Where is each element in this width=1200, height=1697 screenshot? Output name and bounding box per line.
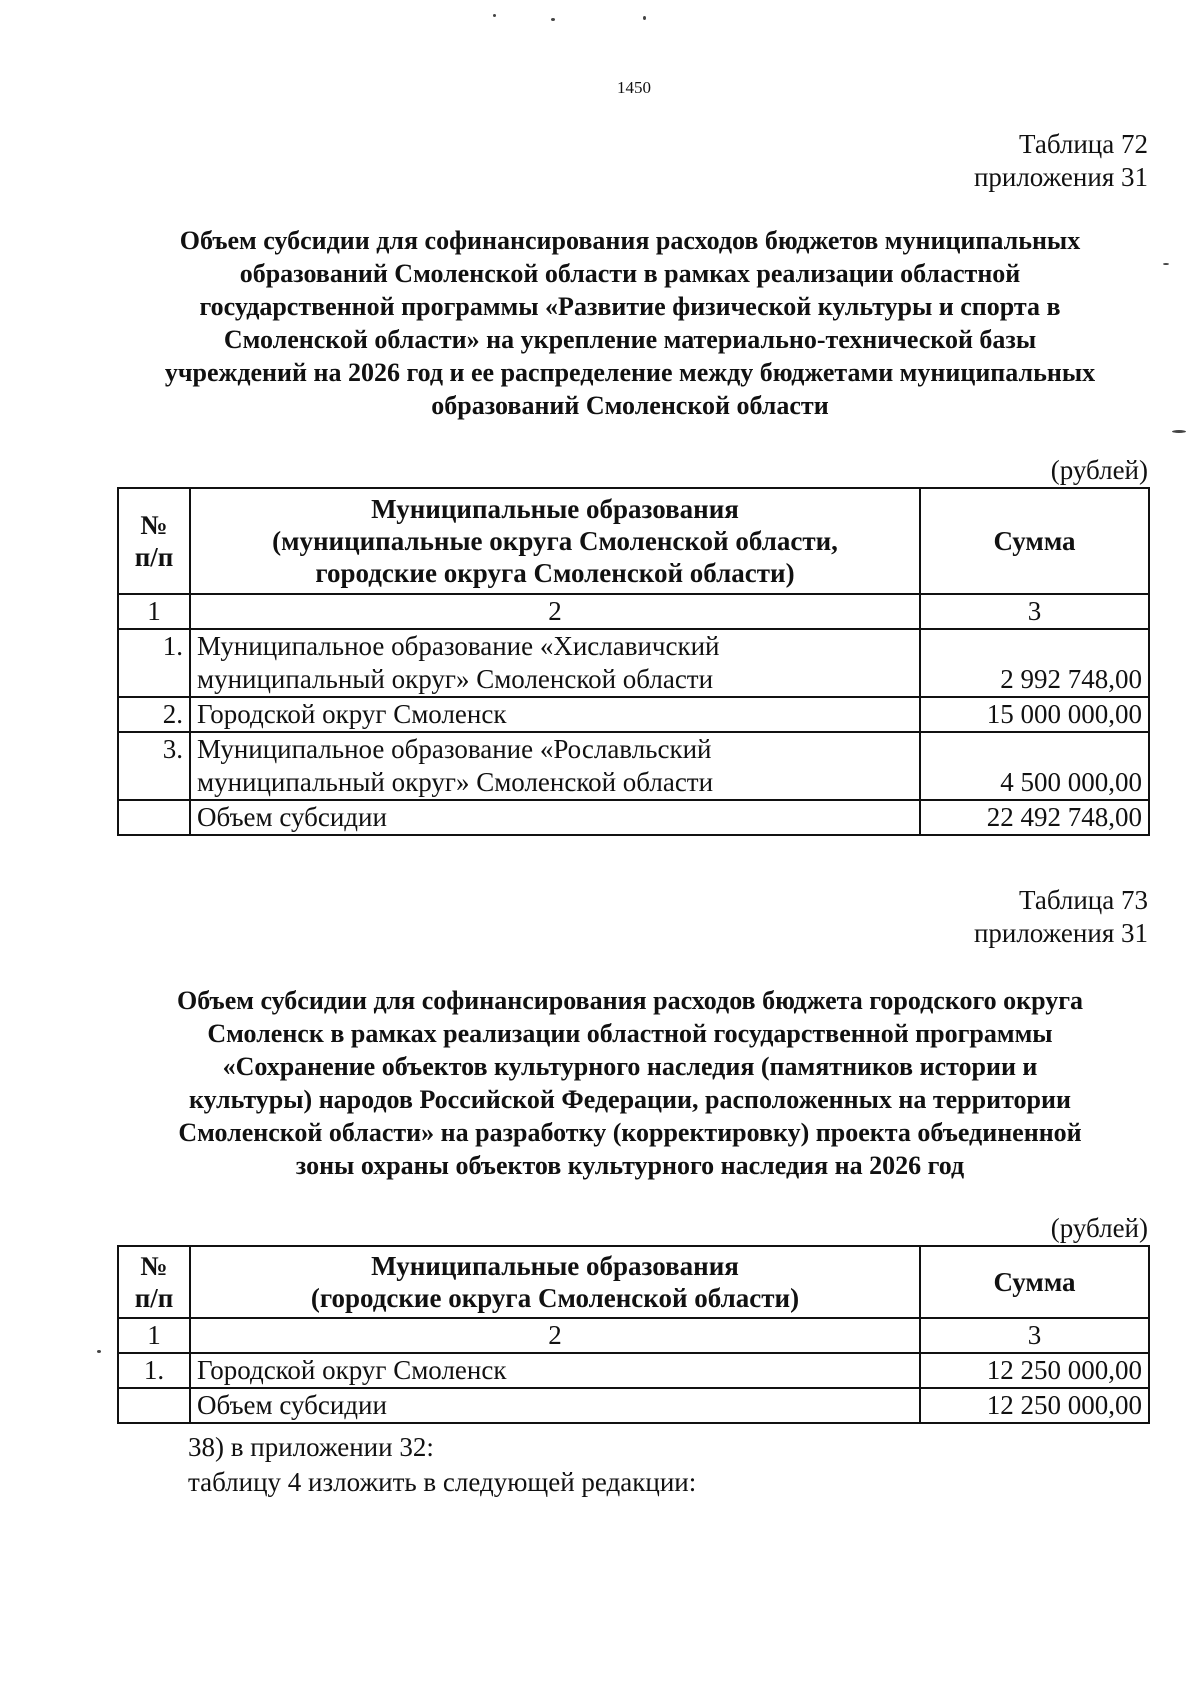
title-line: образований Смоленской области — [431, 391, 829, 420]
header-number-cell — [118, 488, 190, 594]
table73 — [117, 1245, 1150, 1424]
header-line: Муниципальные образования — [371, 1251, 739, 1281]
header-number-sign: № — [140, 510, 168, 540]
title-line: учреждений на 2026 год и ее распределение между бюджетами муниципальных — [164, 358, 1096, 387]
title-line: образований Смоленской области в рамках реализации областной — [239, 259, 1021, 288]
title-line: «Сохранение объектов культурного наследия (памятников истории и — [222, 1052, 1038, 1081]
row-number: 2. — [118, 697, 190, 732]
row-number: 1. — [118, 1353, 190, 1388]
scan-speck — [97, 1350, 101, 1353]
title-line: Смоленск в рамках реализации областной государственной программы — [207, 1019, 1053, 1048]
table73-units: (рублей) — [1050, 1213, 1148, 1243]
total-label: Объем субсидии — [190, 1388, 920, 1423]
amendment-instruction: таблицу 4 изложить в следующей редакции: — [188, 1467, 697, 1497]
table73-caption-appendix: приложения 31 — [973, 918, 1148, 948]
header-line: (городские округа Смоленской области) — [310, 1283, 800, 1313]
row-number: 3. — [118, 732, 190, 800]
table-row — [118, 697, 1149, 732]
table73-caption-number: Таблица 73 — [1019, 885, 1148, 915]
follow-text — [188, 1430, 696, 1500]
column-number: 2 — [190, 594, 920, 629]
page-number: 1450 — [617, 78, 651, 97]
column-number: 1 — [118, 1318, 190, 1353]
header-line: (муниципальные округа Смоленской области, — [272, 526, 838, 556]
amendment-item: 38) в приложении 32: — [188, 1432, 434, 1462]
header-sum-cell: Сумма — [920, 1246, 1149, 1318]
scan-speck — [1163, 263, 1169, 265]
row-sum: 2 992 748,00 — [920, 629, 1149, 697]
header-number-sign: № — [140, 1251, 168, 1281]
municipality-line: муниципальный округ» Смоленской области — [197, 664, 714, 694]
municipality-line: Муниципальное образование «Рославльский — [197, 734, 712, 764]
table72-caption — [974, 128, 1148, 194]
column-number-row — [118, 594, 1149, 629]
row-number: 1. — [118, 629, 190, 697]
total-label: Объем субсидии — [190, 800, 920, 835]
total-row — [118, 1388, 1149, 1423]
scan-speck — [643, 16, 646, 20]
table-row — [118, 732, 1149, 800]
municipality-line: Муниципальное образование «Хиславичский — [197, 631, 720, 661]
column-number: 1 — [118, 594, 190, 629]
title-line: Объем субсидии для софинансирования расходов бюджетов муниципальных — [179, 226, 1081, 255]
scan-speck — [493, 14, 496, 17]
title-line: зоны охраны объектов культурного наследия на 2026 год — [295, 1151, 965, 1180]
title-line: Объем субсидии для софинансирования расходов бюджета городского округа — [176, 986, 1084, 1015]
title-line: культуры) народов Российской Федерации, расположенных на территории — [189, 1085, 1071, 1114]
header-municipality-cell — [190, 1246, 920, 1318]
row-sum: 12 250 000,00 — [920, 1353, 1149, 1388]
row-municipality: Городской округ Смоленск — [190, 697, 920, 732]
title-line: Смоленской области» на разработку (корректировку) проекта объединенной — [178, 1118, 1082, 1147]
total-empty-cell — [118, 1388, 190, 1423]
row-municipality — [190, 732, 920, 800]
municipality-line: муниципальный округ» Смоленской области — [197, 767, 714, 797]
row-municipality — [190, 629, 920, 697]
table72-caption-number: Таблица 72 — [1019, 129, 1148, 159]
row-municipality: Городской округ Смоленск — [190, 1353, 920, 1388]
row-sum: 15 000 000,00 — [920, 697, 1149, 732]
table-row — [118, 629, 1149, 697]
title-line: Смоленской области» на укрепление материально-технической базы — [223, 325, 1037, 354]
total-sum: 12 250 000,00 — [920, 1388, 1149, 1423]
scan-speck — [551, 18, 555, 21]
header-line: Муниципальные образования — [371, 494, 739, 524]
table-row — [118, 1353, 1149, 1388]
table-header-row — [118, 1246, 1149, 1318]
header-number-cell — [118, 1246, 190, 1318]
table73-caption — [974, 884, 1148, 950]
header-number-abbr: п/п — [134, 1283, 174, 1313]
total-empty-cell — [118, 800, 190, 835]
header-number-abbr: п/п — [134, 542, 174, 572]
header-municipality-cell — [190, 488, 920, 594]
table73-title — [110, 984, 1150, 1182]
title-line: государственной программы «Развитие физической культуры и спорта в — [199, 292, 1061, 321]
total-sum: 22 492 748,00 — [920, 800, 1149, 835]
table72 — [117, 487, 1150, 836]
scan-speck — [1172, 430, 1186, 433]
table72-title — [110, 224, 1150, 422]
table-header-row — [118, 488, 1149, 594]
header-sum-cell: Сумма — [920, 488, 1149, 594]
total-row — [118, 800, 1149, 835]
column-number: 2 — [190, 1318, 920, 1353]
column-number: 3 — [920, 1318, 1149, 1353]
column-number-row — [118, 1318, 1149, 1353]
table72-units: (рублей) — [1050, 455, 1148, 485]
table72-caption-appendix: приложения 31 — [973, 162, 1148, 192]
header-line: городские округа Смоленской области) — [315, 558, 795, 588]
column-number: 3 — [920, 594, 1149, 629]
row-sum: 4 500 000,00 — [920, 732, 1149, 800]
